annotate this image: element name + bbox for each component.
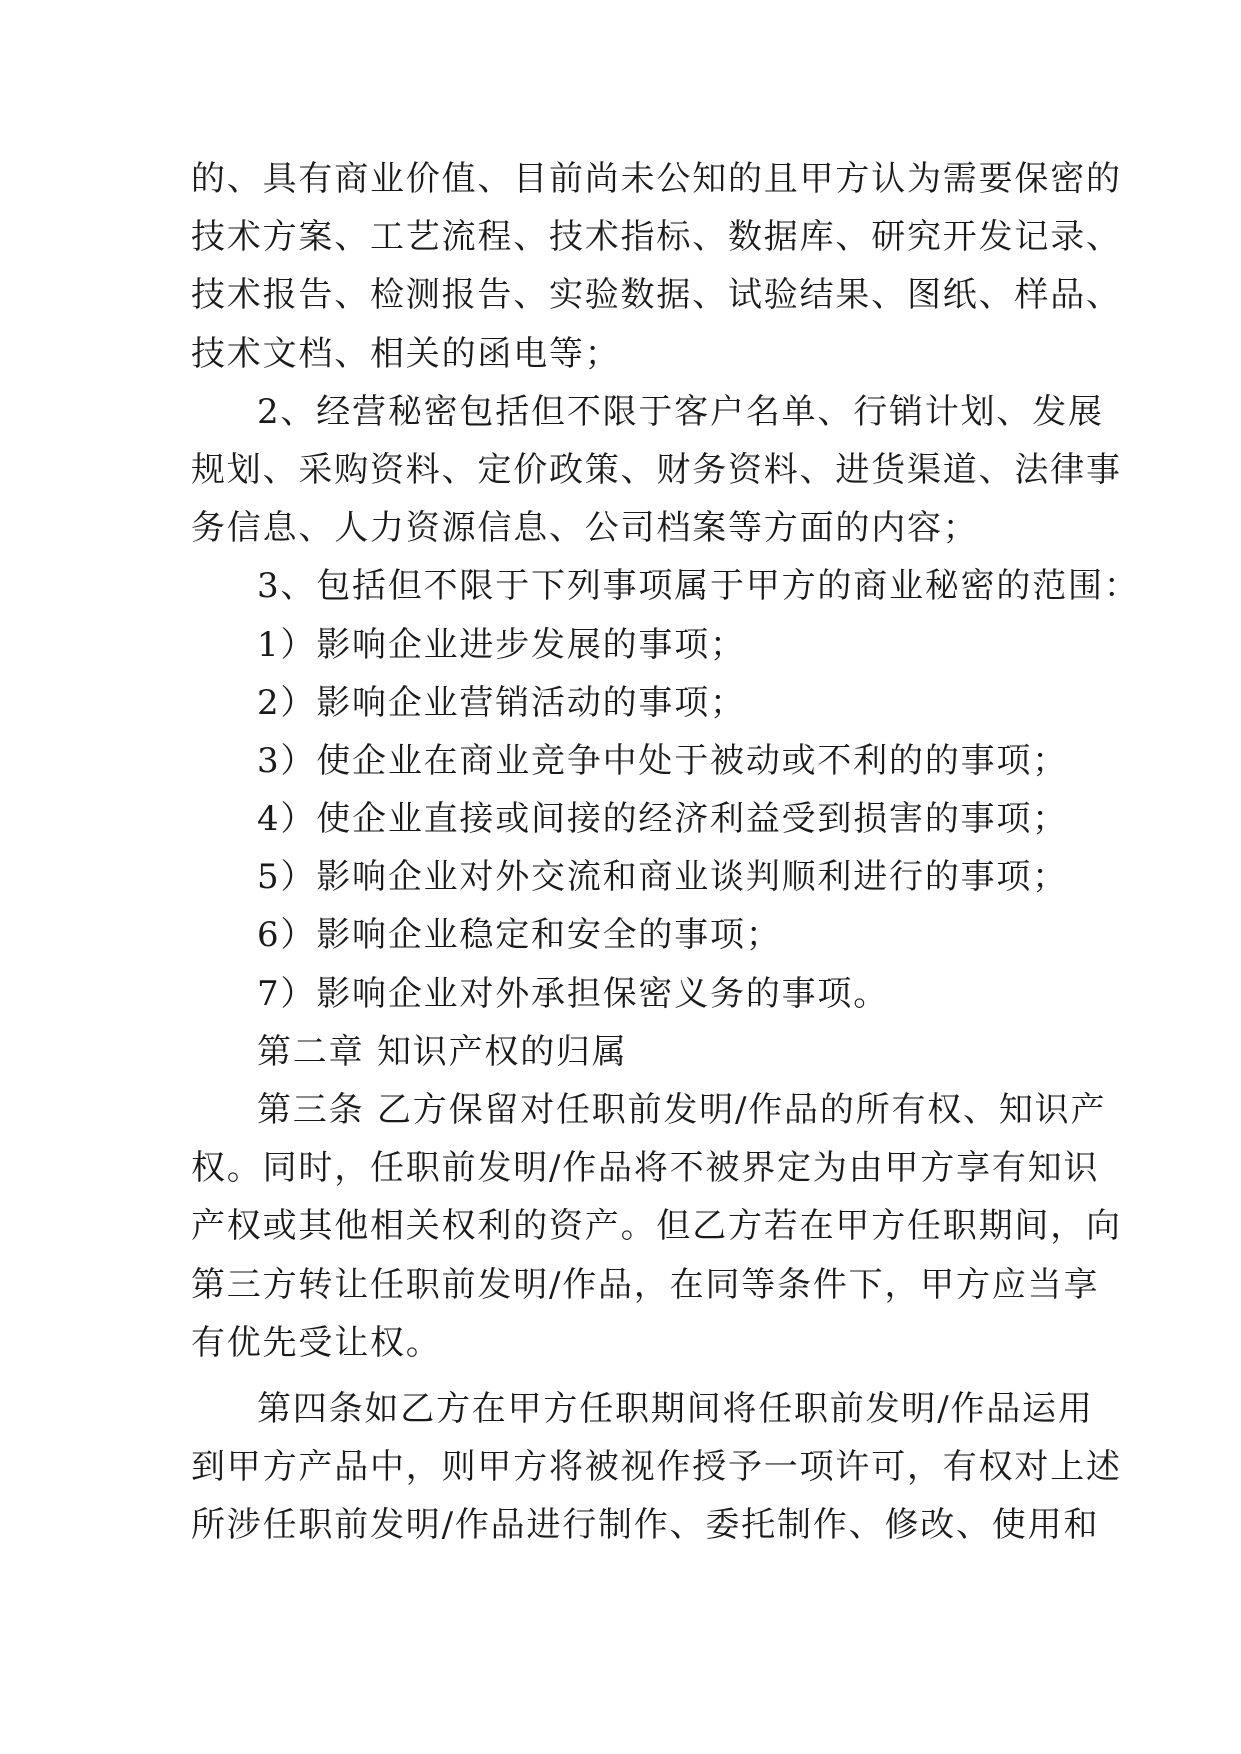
list-item: 2）影响企业营销活动的事项； bbox=[257, 682, 746, 723]
document-body bbox=[191, 150, 1140, 1555]
paragraph-line: 第三条 乙方保留对任职前发明/作品的所有权、知识产 bbox=[257, 1090, 1107, 1130]
list-item: 4）使企业直接或间接的经济利益受到损害的事项； bbox=[257, 799, 1069, 840]
paragraph-line: 第四条如乙方在甲方任职期间将任职前发明/作品运用 bbox=[257, 1388, 1094, 1429]
paragraph-line: 第三方转让任职前发明/作品，在同等条件下，甲方应当享 bbox=[191, 1264, 1100, 1305]
paragraph-line: 有优先受让权。 bbox=[191, 1322, 442, 1363]
paragraph-line: 到甲方产品中，则甲方将被视作授予一项许可，有权对上述 bbox=[191, 1447, 1122, 1488]
paragraph-line: 产权或其他相关权利的资产。但乙方若在甲方任职期间，向 bbox=[191, 1206, 1122, 1247]
list-item: 1）影响企业进步发展的事项； bbox=[257, 624, 746, 665]
paragraph-line: 技术文档、相关的函电等； bbox=[191, 333, 621, 374]
paragraph-line: 所涉任职前发明/作品进行制作、委托制作、修改、使用和 bbox=[191, 1505, 1100, 1546]
chapter-heading: 第二章 知识产权的归属 bbox=[257, 1031, 628, 1072]
paragraph-line: 规划、采购资料、定价政策、财务资料、进货渠道、法律事 bbox=[191, 449, 1122, 490]
list-item: 6）影响企业稳定和安全的事项； bbox=[257, 915, 782, 956]
paragraph-line: 2、经营秘密包括但不限于客户名单、行销计划、发展 bbox=[257, 391, 1104, 432]
list-item: 5）影响企业对外交流和商业谈判顺利进行的事项； bbox=[257, 857, 1069, 898]
paragraph-line: 技术方案、工艺流程、技术指标、数据库、研究开发记录、 bbox=[191, 217, 1122, 258]
list-item: 7）影响企业对外承担保密义务的事项。 bbox=[257, 973, 890, 1014]
paragraph-line: 权。同时，任职前发明/作品将不被界定为由甲方享有知识 bbox=[191, 1148, 1100, 1189]
list-item: 3）使企业在商业竞争中处于被动或不利的的事项； bbox=[257, 740, 1069, 781]
paragraph-line: 务信息、人力资源信息、公司档案等方面的内容； bbox=[191, 508, 979, 549]
paragraph-line: 的、具有商业价值、目前尚未公知的且甲方认为需要保密的 bbox=[191, 159, 1122, 199]
paragraph-line: 技术报告、检测报告、实验数据、试验结果、图纸、样品、 bbox=[191, 275, 1122, 316]
paragraph-line: 3、包括但不限于下列事项属于甲方的商业秘密的范围： bbox=[257, 566, 1140, 607]
